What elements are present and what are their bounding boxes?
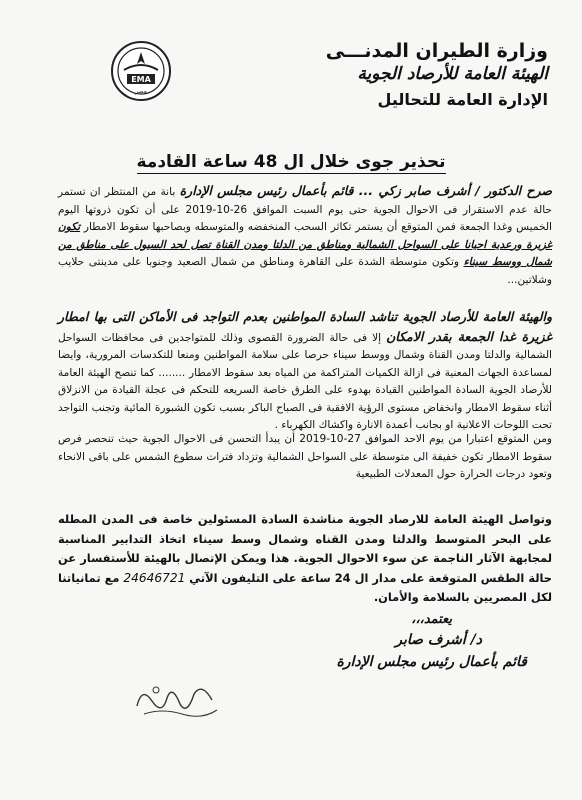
paragraph-text: ومن المتوقع اعتبارا من يوم الاحد الموافق 27-10-2019 أن يبدأ التحسن فى الاحوال الجوية حيث تنحصر فرص سقوط الامطار تكون خفيفة الى متوسطة على السواحل الشمالية وتزداد فترات سطوع الشمس على باقى الانحاء وتعود درجات الحرارة حول المعدلات الطبيعية: [58, 433, 552, 480]
phone-number: 24646721: [123, 570, 186, 585]
document-title: [0, 152, 582, 172]
signature-title: قائم بأعمال رئيس مجلس الإدارة: [336, 654, 527, 670]
document-title-text: تحذير جوى خلال ال 48 ساعة القادمة: [136, 152, 446, 172]
signature-name: د/ أشرف صابر: [395, 632, 482, 648]
paragraph-lead: صرح الدكتور / أشرف صابر زكي ... قائم بأعمال رئيس مجلس الإدارة: [179, 183, 553, 198]
paragraph-advice: [58, 308, 552, 435]
paragraph-text: بانة من المنتظر ان تستمر حالة عدم الاستقرار فى الاحوال الجوية حتى يوم السبت الموافق 26-10-2019 على أن تكون ذروتها اليوم الخميس وغدا الجمعة فمن المتوقع أن يستمر تكاثر السحب المنخفضه والمتوسطه وبصاحبها سقوط الامطار: [58, 186, 552, 233]
signature-approval: يعتمد،،،: [411, 612, 452, 627]
logo-subtext: مصر: [135, 88, 147, 95]
paragraph-forecast: [58, 182, 552, 289]
logo-text: EMA: [131, 75, 151, 84]
department-name: الإدارة العامة للتحاليل: [377, 90, 548, 109]
paragraph-lead: والهيئة العامة للأرصاد الجوية تناشد السادة المواطنين بعدم التواجد فى الأماكن التى بها امطار غزيرة غدا الجمعة بقدر الامكان: [58, 309, 552, 344]
ema-logo-icon: [110, 40, 172, 102]
paragraph-highlight: تكون غزيرة ورعدية احيانا على السواحل الشمالية ومناطق من الدلتا ومدن القناة تصل لحد السيول على مناطق من شمال ووسط سيناء: [58, 221, 552, 268]
handwritten-signature-icon: [132, 676, 222, 720]
paragraph-text: مع تمانياتنا لكل المصريين بالسلامة والأمان.: [58, 570, 552, 604]
ministry-name: وزارة الطيران المدنـــى: [325, 40, 548, 62]
authority-name: الهيئة العامة للأرصاد الجوية: [357, 64, 548, 84]
paragraph-contact: [58, 510, 552, 608]
paragraph-text: وتواصل الهيئة العامة للارصاد الجوية مناشدة السادة المسئولين خاصة فى المدن المطله على البحر المتوسط والدلتا ومدن القناه وشمال وسط سيناء اتخاذ التدابير المناسبة لمجابهة الآثار الناجمة عن سوء الاحوال الجوية. هذا ويمكن الإتصال بالهيئة للأستفسار عن حالة الطقس المتوقعة على مدار ال 24 ساعة على التليفون الآتي: [58, 512, 552, 585]
paragraph-text: إلا فى حالة الضرورة القصوى وذلك للمتواجدين فى محافظات السواحل الشمالية والدلتا ومدن القناة وشمال ووسط سيناء حرصا على سلامة المواطنين ومنعا للتكدسات المرورية، وايضا لمساعدة الجهات المعنية فى ازالة الكميات المتراكمة من المياه بعد سقوط الامطار ........ كما تنصح الهيئة العامة للأرصاد الجوية السادة المواطنين القيادة بهدوء على الطرق خاصة السريعه للتحكم فى عجلة القيادة من الانزلاق أثناء سقوط الامطار وانخفاض مستوى الرؤية الافقية فى الصباح الباكر بسبب تكون الشبورة المائية وتجنب التواجد تحت اللوحات الاعلانية او بجانب أعمدة الانارة واكشاك الكهرباء .: [58, 331, 552, 431]
paragraph-text: وتكون متوسطة الشدة على القاهرة ومناطق من شمال الصعيد وجنوبا على مدينتى حلايب وشلاتين...: [58, 256, 552, 286]
paragraph-improvement: [58, 431, 552, 484]
